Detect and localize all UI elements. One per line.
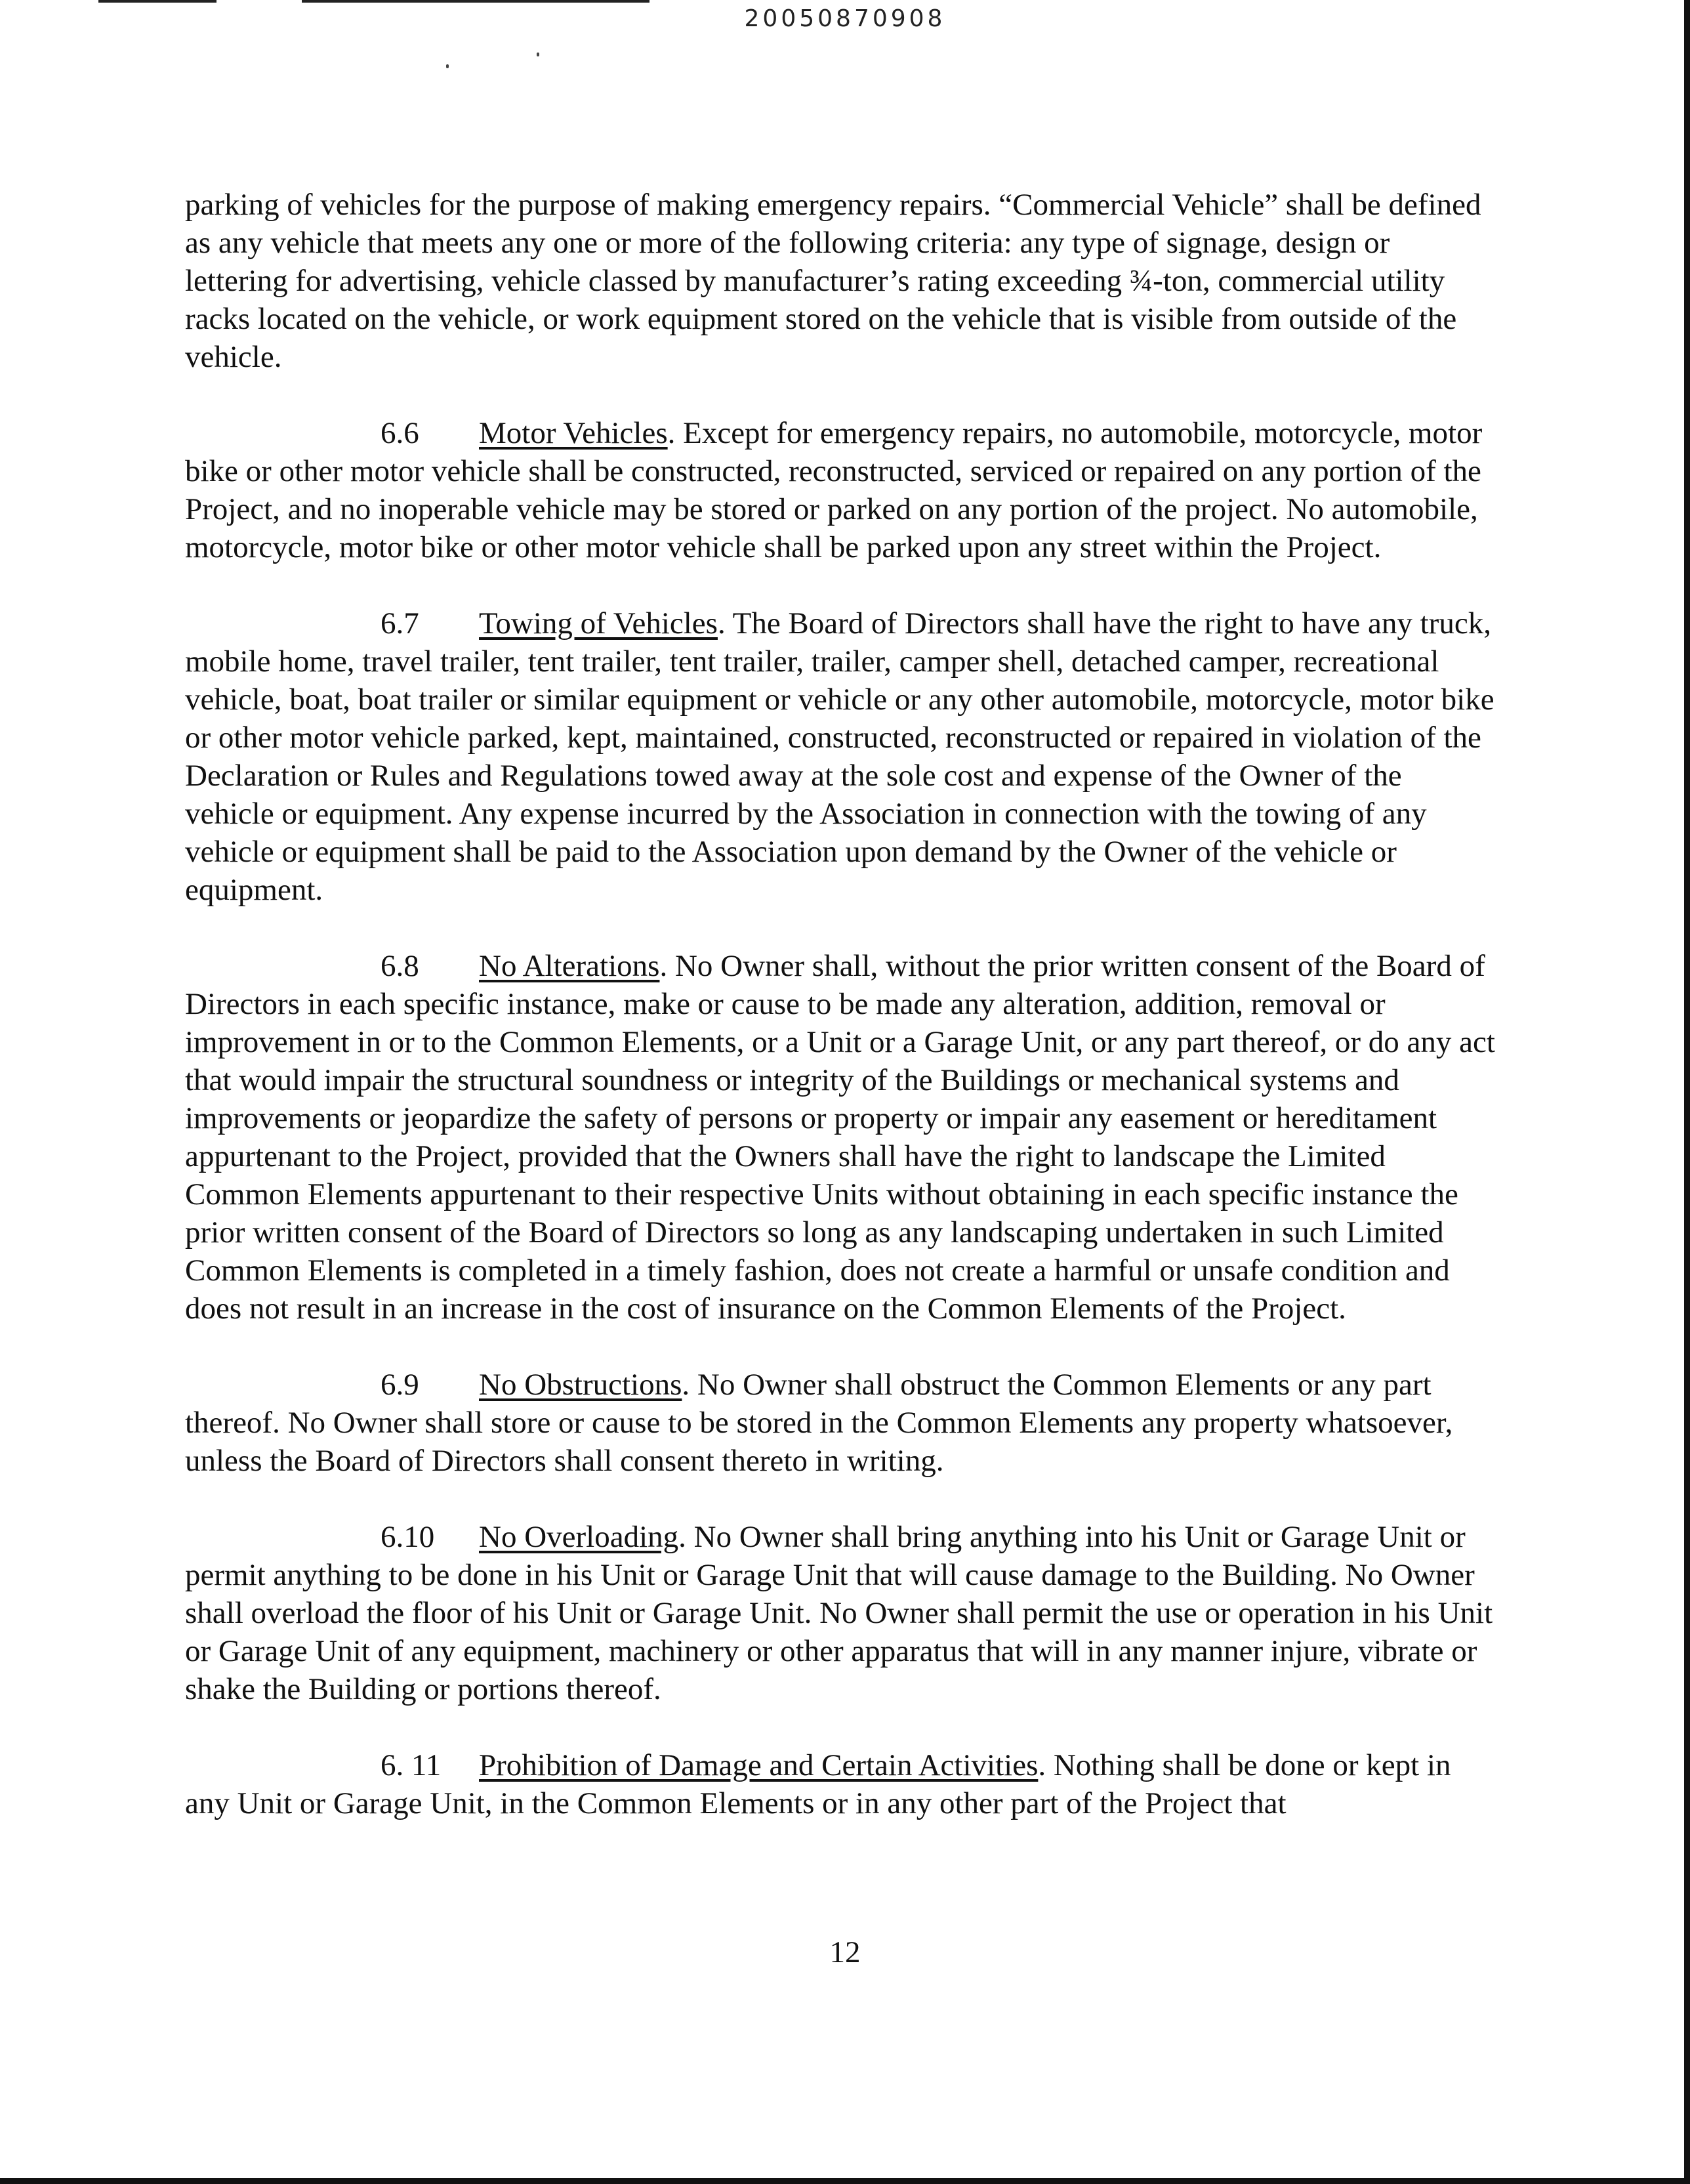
section-6-7 [185, 604, 1497, 909]
section-title: No Alterations [479, 949, 660, 983]
section-title: Motor Vehicles [479, 416, 668, 450]
scan-border-right [1684, 0, 1690, 2184]
scan-speck [446, 64, 449, 68]
scan-artifact-line [98, 0, 216, 3]
section-text: . No Owner shall obstruct the Common Elements or any part thereof. No Owner shall store or cause to be stored in the Common Elements any property whatsoever, unless the Board of Directors shall consent thereto in writing. [185, 1368, 1453, 1478]
section-title: No Obstructions [479, 1368, 682, 1402]
section-text: . No Owner shall, without the prior written consent of the Board of Directors in each specific instance, make or cause to be made any alteration, addition, removal or improvement in or to the Common Elements, or a Unit or a Garage Unit, or any part thereof, or do any act that would impair the structural soundness or integrity of the Buildings or mechanical systems and improvements or jeopardize the safety of persons or property or impair any easement or hereditament appurtenant to the Project, provided that the Owners shall have the right to landscape the Limited Common Elements appurtenant to their respective Units without obtaining in each specific instance the prior written consent of the Board of Directors so long as any landscaping undertaken in such Limited Common Elements is completed in a timely fashion, does not create a harmful or unsafe condition and does not result in an increase in the cost of insurance on the Common Elements of the Project. [185, 949, 1495, 1326]
scan-artifact-line [302, 0, 649, 3]
section-number: 6.6 [381, 416, 419, 450]
section-text: . No Owner shall bring anything into his Unit or Garage Unit or permit anything to be done in his Unit or Garage Unit that will cause damage to the Building. No Owner shall overload the floor of his Unit or Garage Unit. No Owner shall permit the use or operation in his Unit or Garage Unit of any equipment, machinery or other apparatus that will in any manner injure, vibrate or shake the Building or portions thereof. [185, 1520, 1493, 1706]
page-number: 12 [829, 1935, 861, 1969]
section-text: . Except for emergency repairs, no automobile, motorcycle, motor bike or other motor vehicle shall be constructed, reconstructed, serviced or repaired on any portion of the Project, and no inoperable vehicle may be stored or parked on any portion of the project. No automobile, motorcycle, motor bike or other motor vehicle shall be parked upon any street within the Project. [185, 416, 1483, 564]
section-6-8 [185, 947, 1497, 1328]
section-number: 6.8 [381, 949, 419, 983]
section-text: . The Board of Directors shall have the right to have any truck, mobile home, travel trailer, tent trailer, tent trailer, trailer, camper shell, detached camper, recreational vehicle, boat, boat trailer or similar equipment or vehicle or any other automobile, motorcycle, motor bike or other motor vehicle parked, kept, maintained, constructed, reconstructed or repaired in violation of the Declaration or Rules and Regulations towed away at the sole cost and expense of the Owner of the vehicle or equipment. Any expense incurred by the Association in connection with the towing of any vehicle or equipment shall be paid to the Association upon demand by the Owner of the vehicle or equipment. [185, 606, 1494, 907]
recording-number: 20050870908 [744, 5, 946, 32]
section-number: 6.7 [381, 606, 419, 640]
section-text: . Nothing shall be done or kept in any Unit or Garage Unit, in the Common Elements or in any other part of the Project that [185, 1748, 1451, 1820]
section-number: 6. 11 [381, 1748, 442, 1782]
section-6-9 [185, 1366, 1497, 1480]
section-title: Towing of Vehicles [479, 606, 718, 640]
section-title: No Overloading [479, 1520, 679, 1554]
section-6-11 [185, 1746, 1497, 1822]
section-number: 6.9 [381, 1368, 419, 1402]
section-title: Prohibition of Damage and Certain Activities [479, 1748, 1039, 1782]
section-6-10 [185, 1518, 1497, 1708]
scan-speck [537, 52, 539, 56]
section-6-6 [185, 414, 1497, 566]
section-number: 6.10 [381, 1520, 435, 1554]
document-body [185, 186, 1497, 1860]
scan-border-bottom [0, 2178, 1690, 2184]
intro-paragraph: parking of vehicles for the purpose of making emergency repairs. “Commercial Vehicle” shall be defined as any vehicle that meets any one or more of the following criteria: any type of signage, design or lettering for advertising, vehicle classed by manufacturer’s rating exceeding ¾-ton, commercial utility racks located on the vehicle, or work equipment stored on the vehicle that is visible from outside of the vehicle. [185, 188, 1481, 374]
